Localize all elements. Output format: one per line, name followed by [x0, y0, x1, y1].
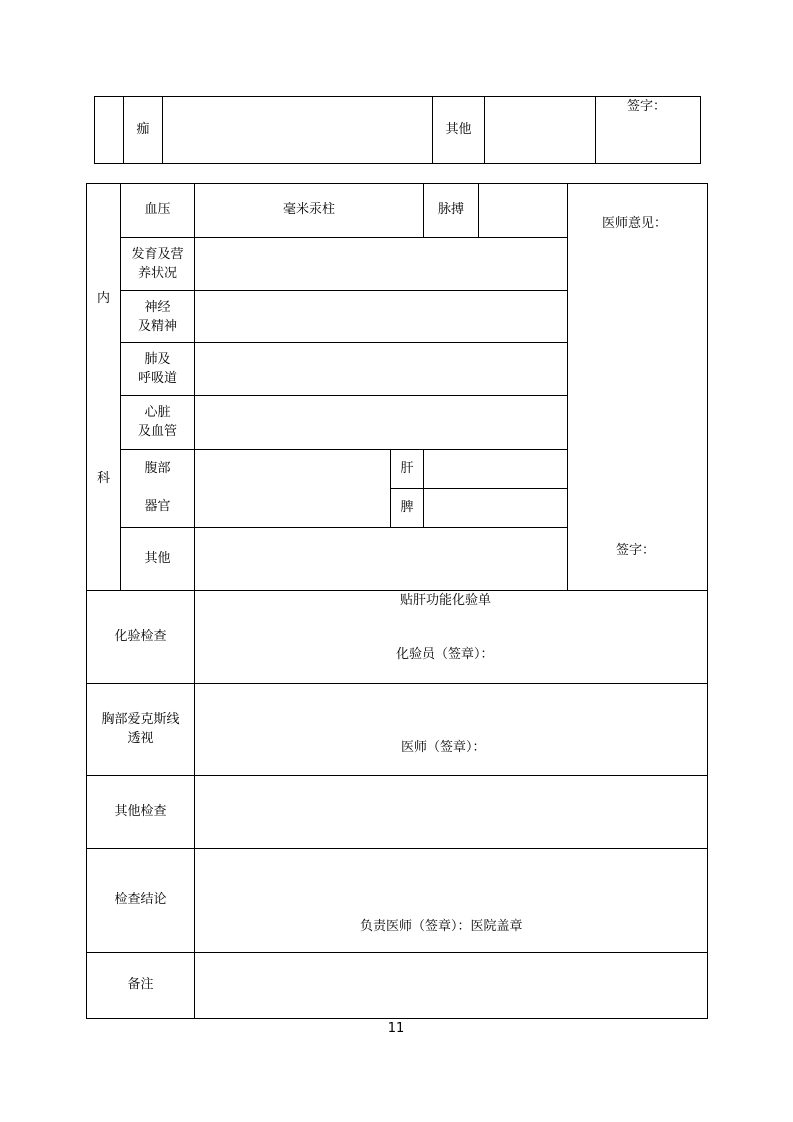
- spleen-label: 脾: [400, 500, 414, 515]
- xray-signer: 医师（签章）：: [401, 740, 486, 755]
- remarks-label: 备注: [127, 977, 154, 992]
- bp-unit: 毫米汞柱: [282, 202, 335, 217]
- doctor-opinion-field[interactable]: [569, 240, 706, 530]
- heart-field[interactable]: [196, 397, 565, 447]
- liver-label: 肝: [400, 461, 414, 476]
- divider: [567, 183, 568, 590]
- lab-label: 化验检查: [114, 629, 167, 644]
- pulse-field[interactable]: [480, 185, 565, 235]
- xray-label-1: 胸部爱克斯线: [101, 712, 180, 727]
- nerve-label-2: 及精神: [137, 319, 177, 334]
- abdomen-label-1: 腹部: [144, 461, 171, 476]
- conclusion-signer: 负责医师（签章）：医院盖章: [360, 919, 523, 934]
- lung-label-1: 肺及: [144, 352, 171, 367]
- divider: [194, 183, 195, 1019]
- abdomen-field[interactable]: [196, 451, 388, 525]
- lung-field[interactable]: [196, 344, 565, 393]
- internal-other-label: 其他: [144, 551, 171, 566]
- spleen-field[interactable]: [425, 490, 565, 525]
- conclusion-label: 检查结论: [114, 892, 167, 907]
- divider: [120, 237, 567, 238]
- page-number: 11: [387, 1021, 405, 1036]
- signature-label: 签字：: [627, 99, 667, 114]
- lab-signer: 化验员（签章）：: [396, 647, 494, 662]
- divider: [86, 590, 708, 591]
- divider: [120, 395, 567, 396]
- blood-pressure-label: 血压: [144, 202, 171, 217]
- nerve-field[interactable]: [196, 292, 565, 340]
- liver-field[interactable]: [425, 451, 565, 486]
- divider: [478, 183, 479, 237]
- divider: [120, 527, 567, 528]
- internal-other-field[interactable]: [196, 529, 565, 588]
- other-exam-field[interactable]: [196, 777, 706, 846]
- other-exam-label: 其他检查: [114, 804, 167, 819]
- divider: [86, 775, 708, 776]
- heart-label-1: 心脏: [144, 405, 171, 420]
- lung-label-2: 呼吸道: [137, 371, 177, 386]
- lab-field[interactable]: [196, 612, 706, 642]
- nerve-label-1: 神经: [144, 300, 171, 315]
- divider: [390, 488, 567, 489]
- divider: [120, 449, 567, 450]
- remarks-field[interactable]: [196, 954, 706, 1017]
- internal-signature-label: 签字：: [616, 543, 656, 558]
- disease-field[interactable]: [164, 98, 430, 162]
- other-field[interactable]: [486, 98, 593, 162]
- development-field[interactable]: [196, 239, 565, 288]
- development-label-1: 发育及营: [131, 247, 184, 262]
- section-internal-char-1: 内: [96, 291, 110, 306]
- pulse-label: 脉搏: [437, 202, 464, 217]
- doctor-opinion-label: 医师意见：: [602, 216, 668, 231]
- lab-note: 贴肝功能化验单: [400, 593, 492, 608]
- divider: [120, 290, 567, 291]
- divider: [86, 683, 708, 684]
- xray-label-2: 透视: [127, 731, 154, 746]
- divider: [162, 96, 163, 164]
- xray-field[interactable]: [196, 685, 706, 735]
- section-internal-char-2: 科: [96, 471, 110, 486]
- divider: [86, 848, 708, 849]
- abdomen-label-2: 器官: [144, 499, 171, 514]
- conclusion-field[interactable]: [196, 850, 706, 912]
- divider: [120, 342, 567, 343]
- heart-label-2: 及血管: [137, 424, 177, 439]
- divider: [484, 96, 485, 164]
- development-label-2: 养状况: [137, 266, 177, 281]
- divider: [86, 952, 708, 953]
- divider: [595, 96, 596, 164]
- disease-label: 痂: [136, 122, 150, 137]
- other-label: 其他: [445, 122, 472, 137]
